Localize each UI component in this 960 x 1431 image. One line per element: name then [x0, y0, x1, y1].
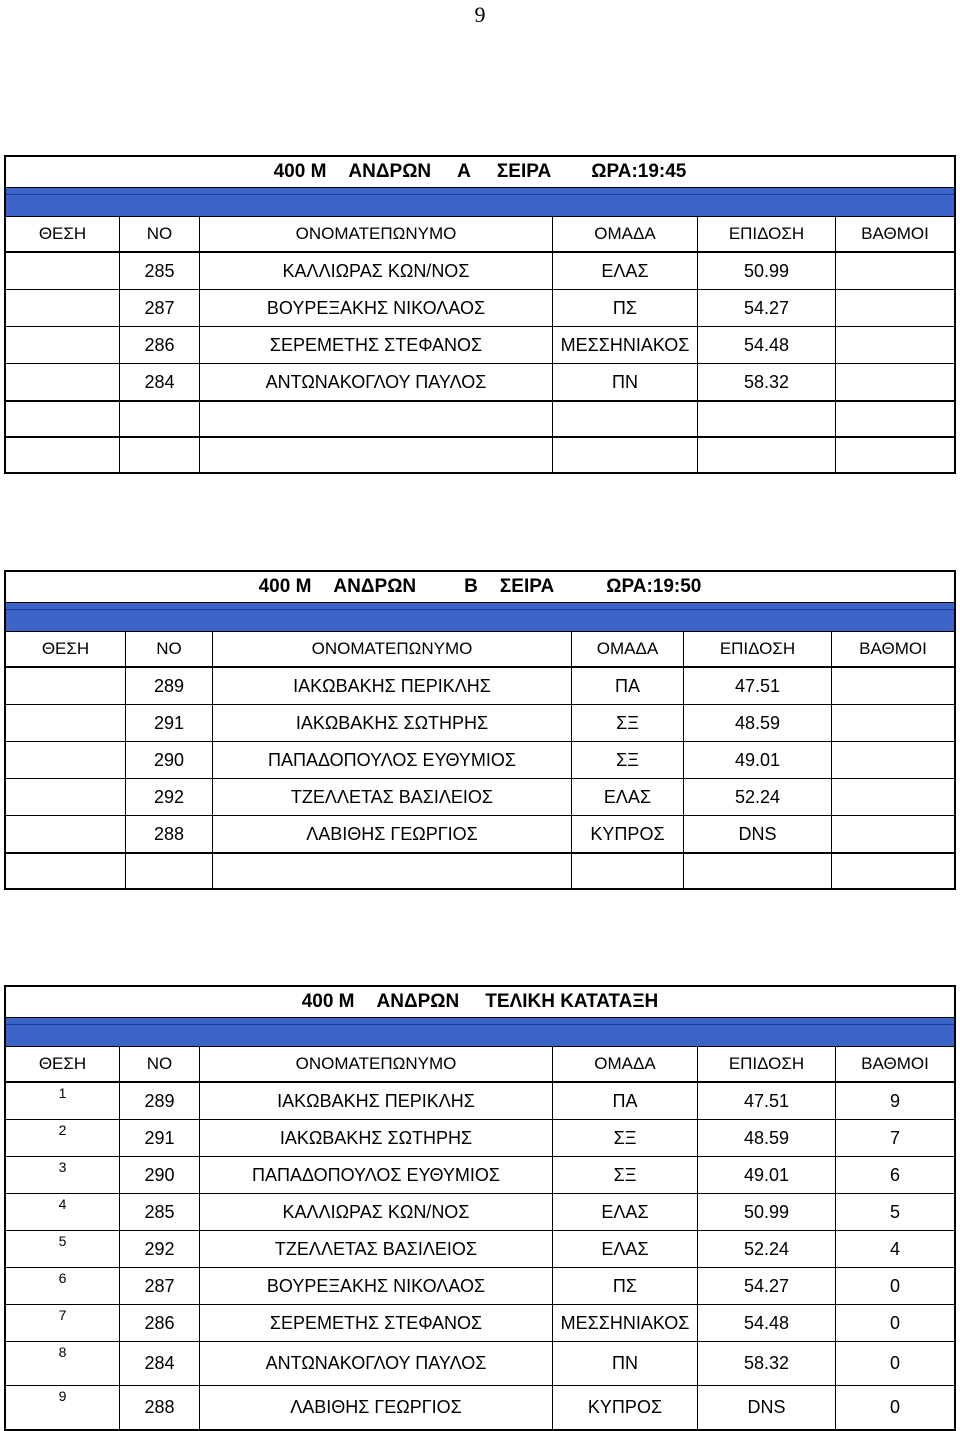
- name-cell: ΠΑΠΑΔΟΠΟΥΛΟΣ ΕΥΘΥΜΙΟΣ: [200, 1157, 553, 1193]
- name-cell: ΚΑΛΛΙΩΡΑΣ ΚΩΝ/ΝΟΣ: [200, 253, 553, 289]
- performance-cell: 48.59: [684, 705, 832, 741]
- performance-cell: 52.24: [698, 1231, 836, 1267]
- name-cell: ΣΕΡΕΜΕΤΗΣ ΣΤΕΦΑΝΟΣ: [200, 327, 553, 363]
- heat-b-empty-row: [6, 853, 954, 888]
- performance-cell: DNS: [684, 816, 832, 852]
- heat-b-title: 400 Μ ΑΝΔΡΩΝ Β ΣΕΙΡΑ ΩΡΑ:19:50: [6, 572, 954, 603]
- team-cell: ΠΝ: [553, 364, 698, 400]
- col-team: ΟΜΑΔΑ: [553, 1047, 698, 1081]
- position-cell: 7: [6, 1305, 120, 1341]
- position-cell: [6, 779, 126, 815]
- performance-cell: 58.32: [698, 364, 836, 400]
- number-cell: 289: [120, 1083, 200, 1119]
- name-cell: ΙΑΚΩΒΑΚΗΣ ΠΕΡΙΚΛΗΣ: [213, 668, 572, 704]
- team-cell: ΣΞ: [553, 1120, 698, 1156]
- points-cell: [836, 364, 954, 400]
- table-row: [6, 1083, 954, 1120]
- heat-b-color-band: [6, 603, 954, 632]
- table-row: [6, 1231, 954, 1268]
- page-number: 9: [474, 2, 486, 27]
- table-row: [6, 364, 954, 401]
- number-cell: 291: [120, 1120, 200, 1156]
- number-cell: 290: [120, 1157, 200, 1193]
- name-cell: ΣΕΡΕΜΕΤΗΣ ΣΤΕΦΑΝΟΣ: [200, 1305, 553, 1341]
- performance-cell: 48.59: [698, 1120, 836, 1156]
- position-cell: [6, 742, 126, 778]
- table-row: [6, 742, 954, 779]
- points-cell: [832, 779, 954, 815]
- table-row: [6, 668, 954, 705]
- col-team: ΟΜΑΔΑ: [572, 632, 684, 666]
- col-position: ΘΕΣΗ: [6, 632, 126, 666]
- heat-a-body: [6, 253, 954, 401]
- position-cell: 9: [6, 1386, 120, 1429]
- points-cell: 9: [889, 1090, 900, 1111]
- col-points: ΒΑΘΜΟΙ: [861, 1054, 929, 1073]
- performance-cell: 50.99: [698, 253, 836, 289]
- heat-a-color-band: [6, 188, 954, 217]
- name-cell: ΒΟΥΡΕΞΑΚΗΣ ΝΙΚΟΛΑΟΣ: [200, 1268, 553, 1304]
- col-points: ΒΑΘΜΟΙ: [861, 224, 929, 243]
- points-cell: 0: [889, 1353, 900, 1373]
- number-cell: 286: [120, 327, 200, 363]
- col-performance: ΕΠΙΔΟΣΗ: [698, 1047, 836, 1081]
- number-cell: 284: [120, 364, 200, 400]
- team-cell: ΠΑ: [572, 668, 684, 704]
- col-performance: ΕΠΙΔΟΣΗ: [684, 632, 832, 666]
- table-row: [6, 1268, 954, 1305]
- number-cell: 292: [120, 1231, 200, 1267]
- points-cell: 5: [889, 1201, 900, 1222]
- number-cell: 285: [120, 1194, 200, 1230]
- number-cell: 287: [120, 290, 200, 326]
- table-row: [6, 705, 954, 742]
- name-cell: ΙΑΚΩΒΑΚΗΣ ΠΕΡΙΚΛΗΣ: [200, 1083, 553, 1119]
- performance-cell: 54.48: [698, 327, 836, 363]
- performance-cell: 49.01: [684, 742, 832, 778]
- col-team: ΟΜΑΔΑ: [553, 217, 698, 251]
- table-row: [6, 253, 954, 290]
- performance-cell: 50.99: [698, 1194, 836, 1230]
- col-name: ΟΝΟΜΑΤΕΠΩΝΥΜΟ: [200, 217, 553, 251]
- points-cell: [832, 705, 954, 741]
- team-cell: ΠΣ: [553, 290, 698, 326]
- performance-cell: 58.32: [698, 1342, 836, 1385]
- number-cell: 286: [120, 1305, 200, 1341]
- heat-b-table: [4, 570, 956, 890]
- position-cell: 6: [6, 1268, 120, 1304]
- heat-b-body: [6, 668, 954, 853]
- points-cell: 0: [889, 1397, 900, 1417]
- team-cell: ΣΞ: [572, 705, 684, 741]
- name-cell: ΑΝΤΩΝΑΚΟΓΛΟΥ ΠΑΥΛΟΣ: [200, 1342, 553, 1385]
- team-cell: ΕΛΑΣ: [572, 779, 684, 815]
- col-number: ΝΟ: [120, 217, 200, 251]
- heat-a-empty-row: [6, 401, 954, 436]
- team-cell: ΕΛΑΣ: [553, 1194, 698, 1230]
- number-cell: 291: [126, 705, 213, 741]
- name-cell: ΛΑΒΙΘΗΣ ΓΕΩΡΓΙΟΣ: [213, 816, 572, 852]
- table-row: [6, 290, 954, 327]
- team-cell: ΠΣ: [553, 1268, 698, 1304]
- table-row: [6, 1386, 954, 1429]
- number-cell: 285: [120, 253, 200, 289]
- number-cell: 288: [126, 816, 213, 852]
- team-cell: ΠΝ: [553, 1342, 698, 1385]
- name-cell: ΙΑΚΩΒΑΚΗΣ ΣΩΤΗΡΗΣ: [200, 1120, 553, 1156]
- table-row: [6, 1120, 954, 1157]
- heat-a-header: [6, 217, 954, 253]
- name-cell: ΙΑΚΩΒΑΚΗΣ ΣΩΤΗΡΗΣ: [213, 705, 572, 741]
- position-cell: 8: [6, 1342, 120, 1385]
- points-cell: [832, 816, 954, 852]
- team-cell: ΜΕΣΣΗΝΙΑΚΟΣ: [553, 1305, 698, 1341]
- performance-cell: 54.27: [698, 1268, 836, 1304]
- name-cell: ΚΑΛΛΙΩΡΑΣ ΚΩΝ/ΝΟΣ: [200, 1194, 553, 1230]
- performance-cell: DNS: [698, 1386, 836, 1429]
- position-cell: 3: [6, 1157, 120, 1193]
- team-cell: ΚΥΠΡΟΣ: [553, 1386, 698, 1429]
- performance-cell: 49.01: [698, 1157, 836, 1193]
- col-name: ΟΝΟΜΑΤΕΠΩΝΥΜΟ: [200, 1047, 553, 1081]
- team-cell: ΕΛΑΣ: [553, 253, 698, 289]
- table-row: [6, 1305, 954, 1342]
- table-row: [6, 779, 954, 816]
- number-cell: 287: [120, 1268, 200, 1304]
- points-cell: [832, 668, 954, 704]
- position-cell: [6, 290, 120, 326]
- points-cell: 0: [889, 1312, 900, 1333]
- team-cell: ΠΑ: [553, 1083, 698, 1119]
- team-cell: ΕΛΑΣ: [553, 1231, 698, 1267]
- table-row: [6, 1157, 954, 1194]
- performance-cell: 47.51: [698, 1083, 836, 1119]
- table-row: [6, 1342, 954, 1386]
- final-color-band: [6, 1018, 954, 1047]
- heat-b-header: [6, 632, 954, 668]
- points-cell: [836, 327, 954, 363]
- performance-cell: 54.48: [698, 1305, 836, 1341]
- position-cell: [6, 364, 120, 400]
- final-ranking-table: [4, 985, 956, 1431]
- points-cell: 4: [889, 1238, 900, 1259]
- col-position: ΘΕΣΗ: [6, 217, 120, 251]
- heat-a-title: 400 Μ ΑΝΔΡΩΝ Α ΣΕΙΡΑ ΩΡΑ:19:45: [6, 157, 954, 188]
- points-cell: 7: [889, 1127, 900, 1148]
- col-number: ΝΟ: [126, 632, 213, 666]
- name-cell: ΒΟΥΡΕΞΑΚΗΣ ΝΙΚΟΛΑΟΣ: [200, 290, 553, 326]
- points-cell: [832, 742, 954, 778]
- number-cell: 289: [126, 668, 213, 704]
- col-points: ΒΑΘΜΟΙ: [859, 639, 927, 658]
- col-performance: ΕΠΙΔΟΣΗ: [698, 217, 836, 251]
- name-cell: ΠΑΠΑΔΟΠΟΥΛΟΣ ΕΥΘΥΜΙΟΣ: [213, 742, 572, 778]
- name-cell: ΑΝΤΩΝΑΚΟΓΛΟΥ ΠΑΥΛΟΣ: [200, 364, 553, 400]
- table-row: [6, 1194, 954, 1231]
- team-cell: ΣΞ: [553, 1157, 698, 1193]
- heat-a-table: [4, 155, 956, 474]
- position-cell: 4: [6, 1194, 120, 1230]
- performance-cell: 47.51: [684, 668, 832, 704]
- position-cell: [6, 816, 126, 852]
- number-cell: 288: [120, 1386, 200, 1429]
- final-body: [6, 1083, 954, 1429]
- points-cell: [836, 253, 954, 289]
- number-cell: 284: [120, 1342, 200, 1385]
- position-cell: [6, 253, 120, 289]
- name-cell: ΤΖΕΛΛΕΤΑΣ ΒΑΣΙΛΕΙΟΣ: [213, 779, 572, 815]
- col-position: ΘΕΣΗ: [6, 1047, 120, 1081]
- position-cell: 2: [6, 1120, 120, 1156]
- team-cell: ΚΥΠΡΟΣ: [572, 816, 684, 852]
- position-cell: 5: [6, 1231, 120, 1267]
- final-title: 400 Μ ΑΝΔΡΩΝ ΤΕΛΙΚΗ ΚΑΤΑΤΑΞΗ: [6, 987, 954, 1018]
- points-cell: 0: [889, 1275, 900, 1296]
- name-cell: ΛΑΒΙΘΗΣ ΓΕΩΡΓΙΟΣ: [200, 1386, 553, 1429]
- team-cell: ΜΕΣΣΗΝΙΑΚΟΣ: [553, 327, 698, 363]
- heat-a-empty-row: [6, 436, 954, 472]
- col-number: ΝΟ: [120, 1047, 200, 1081]
- table-row: [6, 327, 954, 364]
- number-cell: 290: [126, 742, 213, 778]
- final-header: [6, 1047, 954, 1083]
- position-cell: [6, 668, 126, 704]
- name-cell: ΤΖΕΛΛΕΤΑΣ ΒΑΣΙΛΕΙΟΣ: [200, 1231, 553, 1267]
- position-cell: 1: [6, 1083, 120, 1119]
- team-cell: ΣΞ: [572, 742, 684, 778]
- position-cell: [6, 705, 126, 741]
- col-name: ΟΝΟΜΑΤΕΠΩΝΥΜΟ: [213, 632, 572, 666]
- table-row: [6, 816, 954, 853]
- performance-cell: 52.24: [684, 779, 832, 815]
- position-cell: [6, 327, 120, 363]
- points-cell: [836, 290, 954, 326]
- number-cell: 292: [126, 779, 213, 815]
- points-cell: 6: [889, 1164, 900, 1185]
- performance-cell: 54.27: [698, 290, 836, 326]
